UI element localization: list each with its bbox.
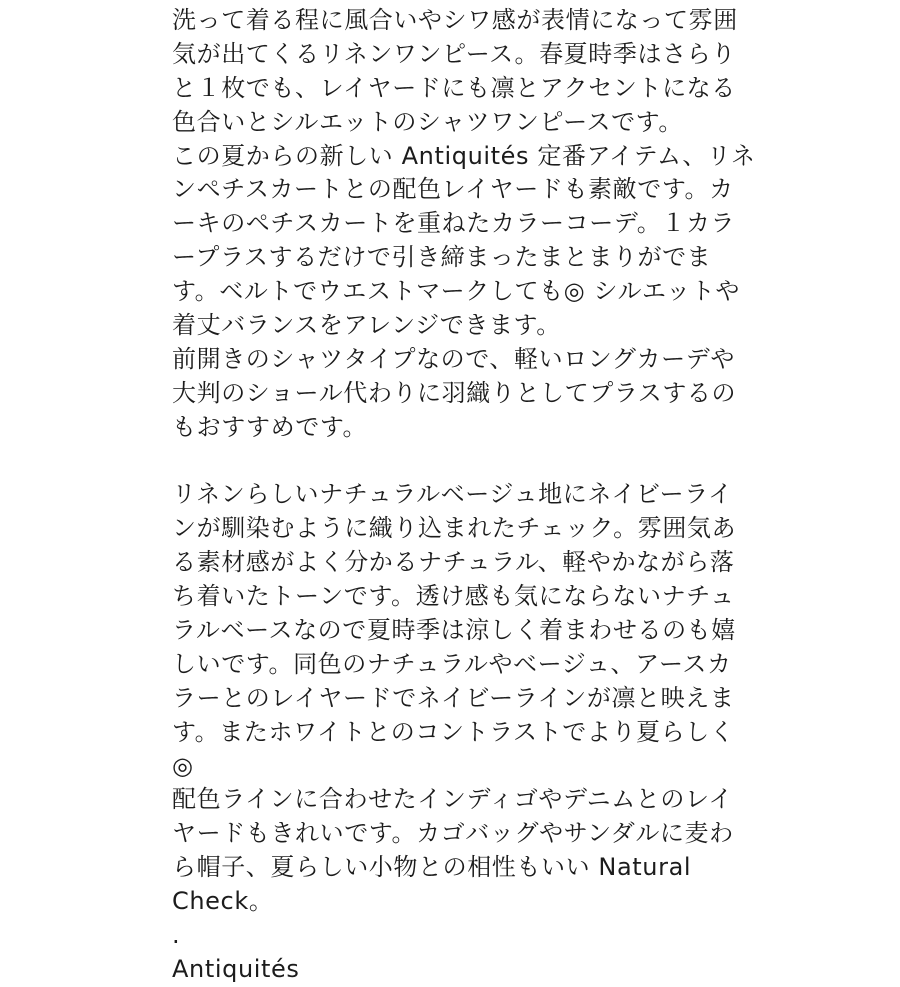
separator-dot: . xyxy=(172,921,181,950)
description-line: ンペチスカートとの配色レイヤードも素敵です。カ xyxy=(172,175,734,204)
description-line: 前開きのシャツタイプなので、軽いロングカーデや xyxy=(172,344,735,373)
description-line: ープラスするだけで引き締まったまとまりがでま xyxy=(172,243,712,272)
description-line: 色合いとシルエットのシャツワンピースです。 xyxy=(172,107,683,136)
description-line: ち着いたトーンです。透け感も気にならないナチュ xyxy=(172,582,735,611)
description-line: 配色ラインに合わせたインディゴやデニムとのレイ xyxy=(172,785,733,814)
description-line: ラルベースなので夏時季は涼しく着まわせるのも嬉 xyxy=(172,616,736,645)
description-line: しいです。同色のナチュラルやベージュ、アースカ xyxy=(172,649,732,678)
description-line: この夏からの新しい Antiquités 定番アイテム、リネ xyxy=(172,141,756,170)
description-line: ラーとのレイヤードでネイビーラインが凛と映えま xyxy=(172,683,735,712)
description-line: 気が出てくるリネンワンピース。春夏時季はさらり xyxy=(172,39,736,68)
product-description xyxy=(172,4,756,987)
paragraph-gap xyxy=(172,445,732,479)
description-line: ンが馴染むように織り込まれたチェック。雰囲気あ xyxy=(172,514,737,543)
description-line: す。ベルトでウエストマークしても◎ シルエットや xyxy=(172,277,740,306)
description-line: ヤードもきれいです。カゴバッグやサンダルに麦わ xyxy=(172,819,734,848)
description-line: リネンらしいナチュラルベージュ地にネイビーライ xyxy=(172,480,733,509)
description-line: ら帽子、夏らしい小物との相性もいい Natural xyxy=(172,853,692,882)
description-line: 大判のショール代わりに羽織りとしてプラスするの xyxy=(172,378,737,407)
description-line: る素材感がよく分かるナチュラル、軽やかながら落 xyxy=(172,548,735,577)
description-line: もおすすめです。 xyxy=(172,412,368,441)
description-line: ーキのペチスカートを重ねたカラーコーデ。１カラ xyxy=(172,209,736,238)
description-line: と１枚でも、レイヤードにも凛とアクセントになる xyxy=(172,73,736,102)
brand-signature: Antiquités xyxy=(172,954,300,983)
description-line: 着丈バランスをアレンジできます。 xyxy=(172,311,561,340)
description-line: す。またホワイトとのコントラストでより夏らしく xyxy=(172,717,735,746)
description-line: Check。 xyxy=(172,887,274,916)
description-line: 洗って着る程に風合いやシワ感が表情になって雰囲 xyxy=(172,6,738,34)
description-line: ◎ xyxy=(172,751,194,780)
